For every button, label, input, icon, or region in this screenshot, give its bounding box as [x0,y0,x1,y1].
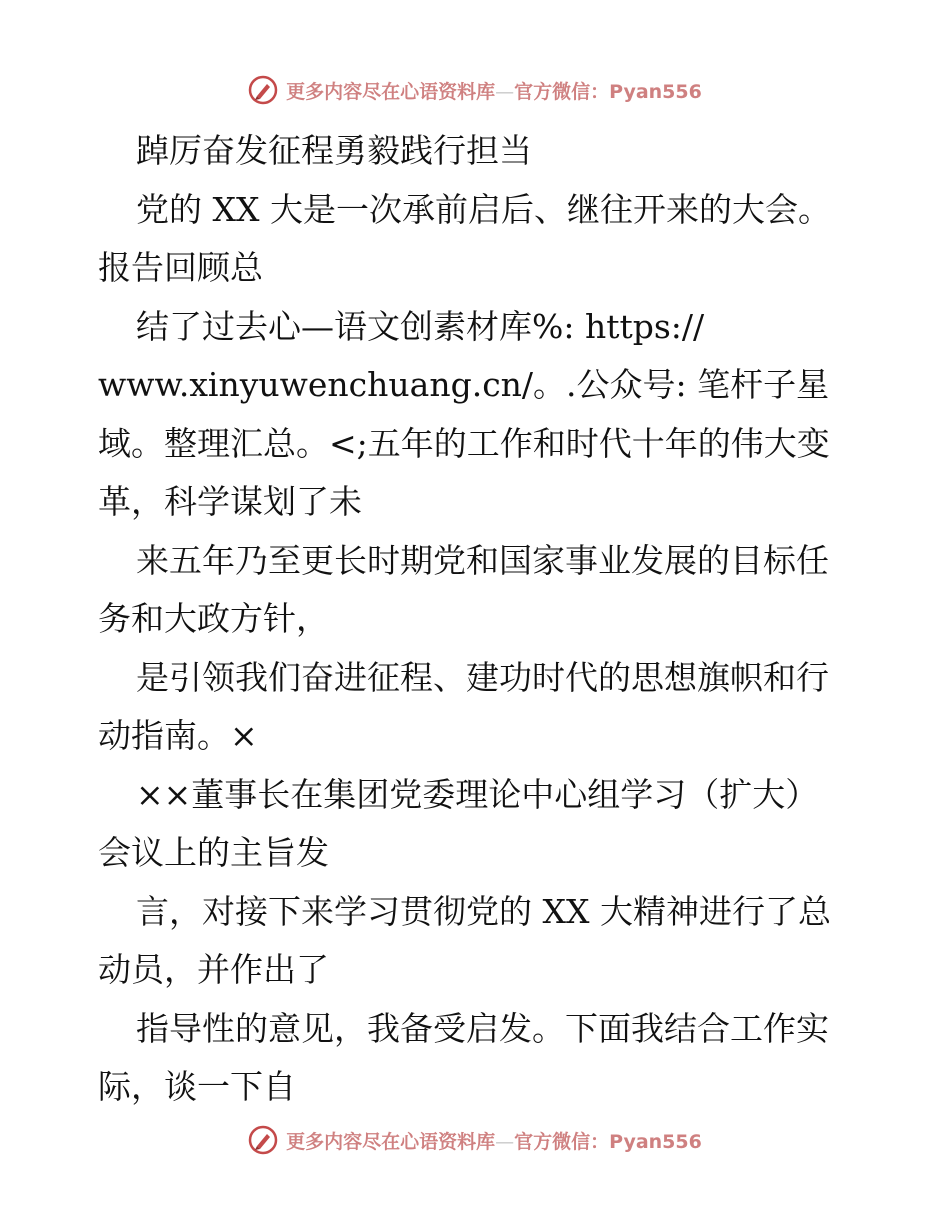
pen-logo-icon [248,1125,278,1155]
document-body [98,122,858,1117]
watermark-footer [0,1120,950,1160]
text-line: 言，对接下来学习贯彻党的 XX 大精神进行了总 [136,891,831,931]
watermark-main-text: 更多内容尽在心语资料库 [286,80,496,103]
watermark-text [286,1127,702,1154]
text-line: 际，谈一下自 [98,1067,296,1106]
text-line: 动员，并作出了 [98,950,329,989]
watermark-separator: — [495,80,515,103]
text-line: 域。整理汇总。<;五年的工作和时代十年的伟大变 [98,423,830,463]
text-line: 革，科学谋划了未 [98,482,362,521]
text-line: 指导性的意见，我备受启发。下面我结合工作实 [136,1008,829,1048]
text-line: 来五年乃至更长时期党和国家事业发展的目标任 [136,540,829,580]
text-line: 踔厉奋发征程勇毅践行担当 [136,131,532,170]
text-line: www.xinyuwenchuang.cn/。.公众号: 笔杆子星 [98,365,830,404]
pen-logo-icon [248,75,278,105]
watermark-separator: — [495,1130,515,1153]
watermark-header [0,70,950,110]
watermark-secondary-text: 官方微信：Pyan556 [514,1130,702,1153]
text-line: 务和大政方针， [98,599,329,638]
watermark-text [286,77,702,104]
watermark-secondary-text: 官方微信：Pyan556 [514,80,702,103]
text-line: ××董事长在集团党委理论中心组学习（扩大） [136,774,819,814]
text-line: 结了过去心—语文创素材库%: https:// [136,306,705,346]
text-line: 动指南。× [98,716,258,755]
text-line: 会议上的主旨发 [98,833,329,872]
text-line: 是引领我们奋进征程、建功时代的思想旗帜和行 [136,657,829,697]
watermark-main-text: 更多内容尽在心语资料库 [286,1130,496,1153]
text-line: 党的 XX 大是一次承前启后、继往开来的大会。 [136,189,831,229]
text-line: 报告回顾总 [98,248,263,287]
